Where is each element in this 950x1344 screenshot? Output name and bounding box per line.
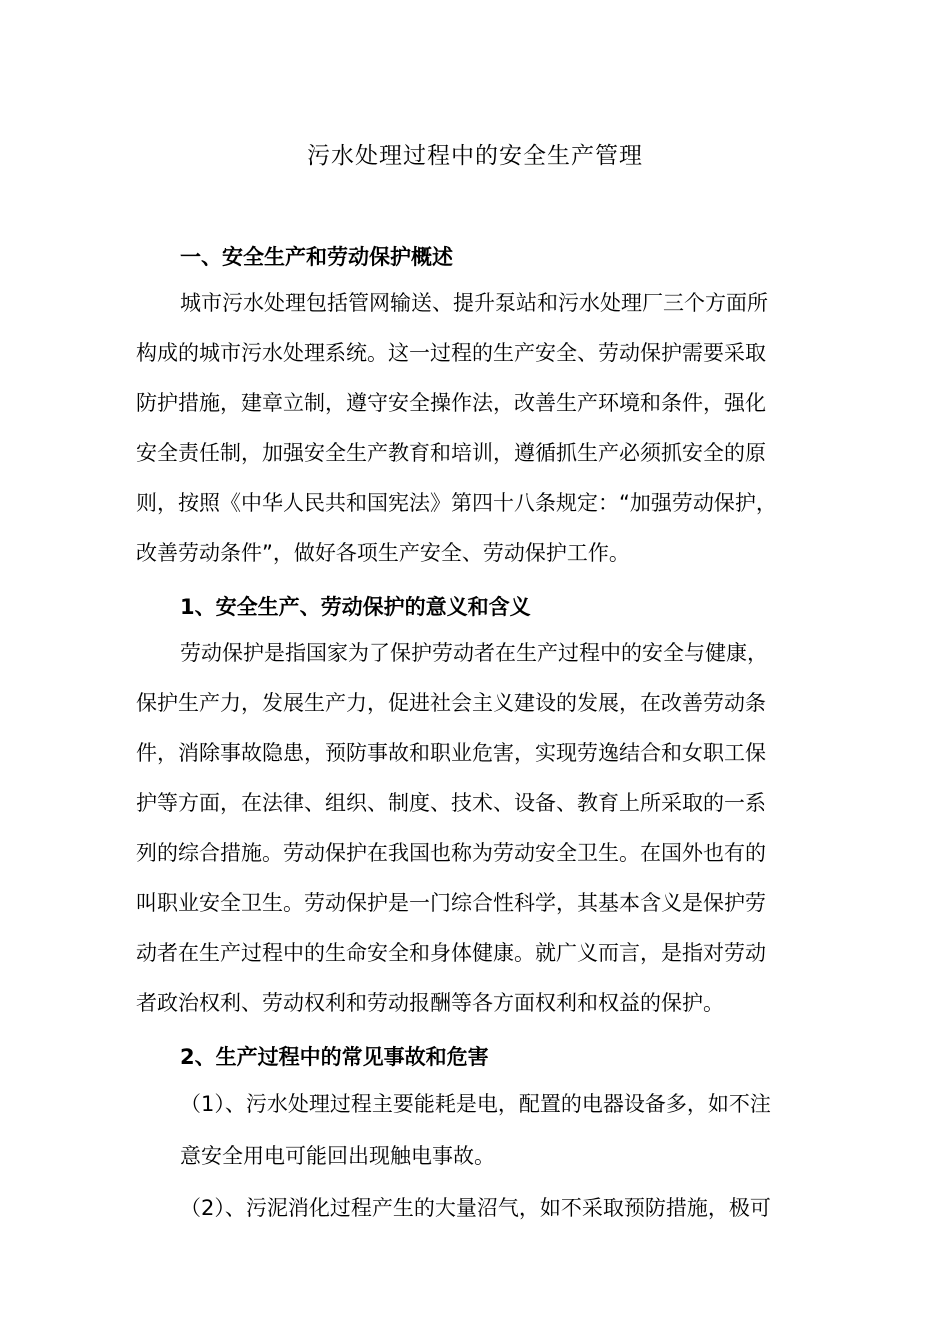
paragraph-line: 防护措施，建章立制，遵守安全操作法，改善生产环境和条件，强化 xyxy=(136,391,766,415)
list-item: （2）、污泥消化过程产生的大量沼气，如不采取预防措施，极可 xyxy=(180,1196,771,1220)
paragraph-line: 者政治权利、劳动权利和劳动报酬等各方面权利和权益的保护。 xyxy=(136,991,724,1015)
paragraph-line: 叫职业安全卫生。劳动保护是一门综合性科学，其基本含义是保护劳 xyxy=(136,891,766,915)
document-title: 污水处理过程中的安全生产管理 xyxy=(307,143,643,169)
paragraph-meaning xyxy=(136,628,826,1028)
paragraph-line: 则，按照《中华人民共和国宪法》第四十八条规定：“加强劳动保护， xyxy=(136,491,777,515)
paragraph-line: 安全责任制，加强安全生产教育和培训，遵循抓生产必须抓安全的原 xyxy=(136,441,766,465)
list-item-continuation: 意安全用电可能回出现触电事故。 xyxy=(180,1144,495,1168)
paragraph-line: 城市污水处理包括管网输送、提升泵站和污水处理厂三个方面所 xyxy=(180,291,768,315)
paragraph-line: 保护生产力，发展生产力，促进社会主义建设的发展，在改善劳动条 xyxy=(136,691,766,715)
paragraph-line: 列的综合措施。劳动保护在我国也称为劳动安全卫生。在国外也有的 xyxy=(136,841,766,865)
section-heading-meaning: 1、安全生产、劳动保护的意义和含义 xyxy=(180,595,531,619)
paragraph-line: 护等方面，在法律、组织、制度、技术、设备、教育上所采取的一系 xyxy=(136,791,766,815)
paragraph-accidents xyxy=(136,1078,826,1234)
list-item: （1）、污水处理过程主要能耗是电，配置的电器设备多，如不注 xyxy=(180,1092,771,1116)
paragraph-line: 构成的城市污水处理系统。这一过程的生产安全、劳动保护需要采取 xyxy=(136,341,766,365)
paragraph-overview xyxy=(136,278,826,578)
section-heading-overview: 一、安全生产和劳动保护概述 xyxy=(180,245,453,269)
paragraph-line: 件，消除事故隐患，预防事故和职业危害，实现劳逸结合和女职工保 xyxy=(136,741,766,765)
section-heading-accidents: 2、生产过程中的常见事故和危害 xyxy=(180,1045,489,1069)
paragraph-line: 劳动保护是指国家为了保护劳动者在生产过程中的安全与健康， xyxy=(180,641,768,665)
paragraph-line: 动者在生产过程中的生命安全和身体健康。就广义而言，是指对劳动 xyxy=(136,941,766,965)
paragraph-line: 改善劳动条件”，做好各项生产安全、劳动保护工作。 xyxy=(136,541,630,565)
